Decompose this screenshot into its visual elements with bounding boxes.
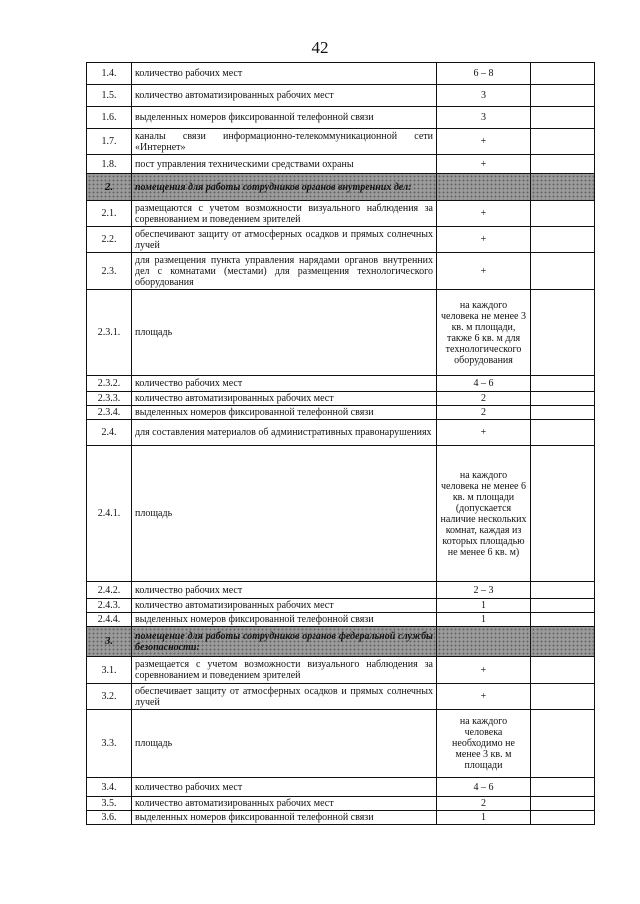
row-note — [531, 227, 595, 253]
row-value: 4 – 6 — [437, 376, 531, 392]
row-value: на каждого человека не менее 6 кв. м площади (допускается наличие нескольких комнат, каждая из которых площадью не менее 6 кв. м) — [437, 446, 531, 582]
row-note — [531, 420, 595, 446]
row-description: количество автоматизированных рабочих мест — [132, 392, 437, 406]
row-description: для составления материалов об административных правонарушениях — [132, 420, 437, 446]
row-number: 1.7. — [87, 129, 132, 155]
row-description: количество рабочих мест — [132, 778, 437, 797]
row-note — [531, 684, 595, 710]
table-row — [87, 710, 595, 778]
row-description: количество рабочих мест — [132, 63, 437, 85]
row-value: + — [437, 657, 531, 684]
page-number: 42 — [311, 38, 329, 57]
row-note — [531, 613, 595, 627]
row-description: помещения для работы сотрудников органов внутренних дел: — [132, 174, 437, 201]
table-row — [87, 778, 595, 797]
row-number: 3.5. — [87, 797, 132, 811]
row-description: помещение для работы сотрудников органов федеральной службы безопасности: — [132, 627, 437, 657]
row-description: обеспечивает защиту от атмосферных осадков и прямых солнечных лучей — [132, 684, 437, 710]
row-description: для размещения пункта управления нарядами органов внутренних дел с комнатами (местами) для размещения технологического оборудования — [132, 253, 437, 290]
row-note — [531, 155, 595, 174]
row-number: 2.4.4. — [87, 613, 132, 627]
table-row — [87, 107, 595, 129]
row-number: 2.4.1. — [87, 446, 132, 582]
row-value: 1 — [437, 613, 531, 627]
table-row — [87, 85, 595, 107]
table-row — [87, 129, 595, 155]
table-row — [87, 613, 595, 627]
table-row — [87, 376, 595, 392]
row-note — [531, 627, 595, 657]
row-value: 6 – 8 — [437, 63, 531, 85]
row-number: 2.4.3. — [87, 599, 132, 613]
row-number: 2.2. — [87, 227, 132, 253]
row-description: площадь — [132, 290, 437, 376]
row-description: выделенных номеров фиксированной телефонной связи — [132, 613, 437, 627]
row-description: пост управления техническими средствами охраны — [132, 155, 437, 174]
row-note — [531, 85, 595, 107]
row-note — [531, 778, 595, 797]
row-value — [437, 174, 531, 201]
row-note — [531, 201, 595, 227]
row-value: + — [437, 201, 531, 227]
row-note — [531, 174, 595, 201]
row-note — [531, 582, 595, 599]
row-description: количество рабочих мест — [132, 582, 437, 599]
row-value: + — [437, 253, 531, 290]
row-number: 3.2. — [87, 684, 132, 710]
row-description: выделенных номеров фиксированной телефонной связи — [132, 107, 437, 129]
row-value: 1 — [437, 811, 531, 825]
table-row — [87, 446, 595, 582]
row-value: 2 – 3 — [437, 582, 531, 599]
row-value — [437, 627, 531, 657]
row-value: + — [437, 155, 531, 174]
row-number: 2.1. — [87, 201, 132, 227]
row-value: 4 – 6 — [437, 778, 531, 797]
row-number: 2.4. — [87, 420, 132, 446]
row-description: количество рабочих мест — [132, 376, 437, 392]
row-note — [531, 376, 595, 392]
row-description: количество автоматизированных рабочих мест — [132, 797, 437, 811]
row-number: 2. — [87, 174, 132, 201]
row-value: + — [437, 129, 531, 155]
row-note — [531, 392, 595, 406]
table-row — [87, 227, 595, 253]
row-note — [531, 797, 595, 811]
table-row — [87, 155, 595, 174]
row-description: количество автоматизированных рабочих мест — [132, 85, 437, 107]
row-value: 2 — [437, 392, 531, 406]
row-number: 3.6. — [87, 811, 132, 825]
row-value: 3 — [437, 107, 531, 129]
row-description: выделенных номеров фиксированной телефонной связи — [132, 406, 437, 420]
row-description: обеспечивают защиту от атмосферных осадков и прямых солнечных лучей — [132, 227, 437, 253]
table-row — [87, 811, 595, 825]
row-value: 3 — [437, 85, 531, 107]
row-description: количество автоматизированных рабочих мест — [132, 599, 437, 613]
row-note — [531, 253, 595, 290]
row-number: 1.6. — [87, 107, 132, 129]
requirements-table — [86, 62, 595, 825]
row-description: каналы связи информационно-телекоммуникационной сети «Интернет» — [132, 129, 437, 155]
row-note — [531, 406, 595, 420]
row-value: 2 — [437, 797, 531, 811]
section-row — [87, 174, 595, 201]
table-row — [87, 582, 595, 599]
row-note — [531, 446, 595, 582]
row-number: 1.5. — [87, 85, 132, 107]
row-number: 2.3. — [87, 253, 132, 290]
row-number: 2.3.3. — [87, 392, 132, 406]
row-note — [531, 107, 595, 129]
row-value: 2 — [437, 406, 531, 420]
row-number: 1.4. — [87, 63, 132, 85]
table-row — [87, 797, 595, 811]
row-number: 3.4. — [87, 778, 132, 797]
row-note — [531, 129, 595, 155]
row-note — [531, 657, 595, 684]
table-row — [87, 253, 595, 290]
table-row — [87, 201, 595, 227]
table-row — [87, 657, 595, 684]
row-description: площадь — [132, 710, 437, 778]
table-row — [87, 684, 595, 710]
section-row — [87, 627, 595, 657]
row-description: площадь — [132, 446, 437, 582]
row-note — [531, 599, 595, 613]
row-number: 2.3.4. — [87, 406, 132, 420]
table-body — [87, 63, 595, 825]
table-row — [87, 599, 595, 613]
row-description: выделенных номеров фиксированной телефонной связи — [132, 811, 437, 825]
row-number: 2.3.1. — [87, 290, 132, 376]
row-number: 3. — [87, 627, 132, 657]
table-row — [87, 420, 595, 446]
row-value: на каждого человека не менее 3 кв. м площади, также 6 кв. м для технологического оборудования — [437, 290, 531, 376]
row-number: 2.3.2. — [87, 376, 132, 392]
row-value: + — [437, 227, 531, 253]
row-number: 3.1. — [87, 657, 132, 684]
table-row — [87, 392, 595, 406]
row-note — [531, 63, 595, 85]
row-description: размещается с учетом возможности визуального наблюдения за соревнованием и поведением зрителей — [132, 657, 437, 684]
row-note — [531, 290, 595, 376]
row-number: 1.8. — [87, 155, 132, 174]
table-row — [87, 63, 595, 85]
row-note — [531, 710, 595, 778]
row-value: 1 — [437, 599, 531, 613]
row-number: 3.3. — [87, 710, 132, 778]
row-value: + — [437, 420, 531, 446]
row-note — [531, 811, 595, 825]
row-value: на каждого человека необходимо не менее 3 кв. м площади — [437, 710, 531, 778]
row-number: 2.4.2. — [87, 582, 132, 599]
row-value: + — [437, 684, 531, 710]
table-row — [87, 406, 595, 420]
row-description: размещаются с учетом возможности визуального наблюдения за соревнованием и поведением зрителей — [132, 201, 437, 227]
table-row — [87, 290, 595, 376]
